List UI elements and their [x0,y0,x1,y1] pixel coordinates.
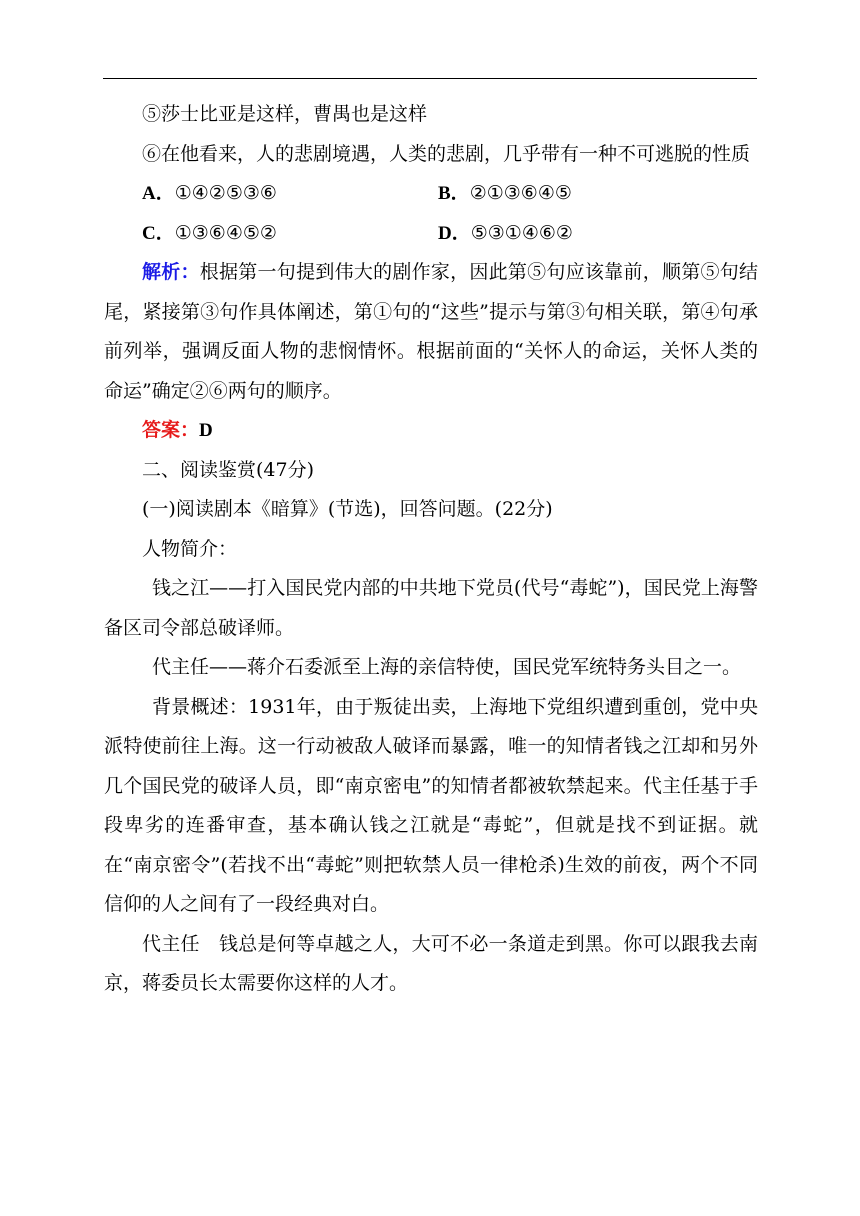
subsection-heading: (一)阅读剧本《暗算》(节选)，回答问题。(22分) [142,498,553,520]
option-a-letter: A． [142,183,175,204]
answer-value: D [199,420,213,441]
option-c-text: ①③⑥④⑤② [174,221,277,244]
option-b [438,174,734,214]
section-heading: 二、阅读鉴赏(47分) [142,458,315,481]
option-b-letter: B． [438,183,470,204]
dialogue-text: 钱总是何等卓越之人，大可不必一条道走到黑。你可以跟我去南京，蒋委员长太需要你这样的人才。 [104,932,758,994]
answer-line [104,411,758,451]
options-row-1 [104,174,758,214]
option-a-text: ①④②⑤③⑥ [174,182,277,204]
option-a [142,174,438,214]
analysis-text: 根据第一句提到伟大的剧作家，因此第⑤句应该靠前，顺第⑤句结尾，紧接第③句作具体阐述，第①句的“这些”提示与第③句相关联，第④句承前列举，强调反面人物的悲悯情怀。根据前面的“关怀人的命运，关怀人类的命运”确定②⑥两句的顺序。 [104,261,758,402]
analysis-label: 解析： [142,261,200,283]
option-b-text: ②①③⑥④⑤ [469,182,572,204]
analysis-paragraph [104,253,758,411]
dialogue-line [104,925,758,1004]
character-qian: 钱之江——打入国民党内部的中共地下党员(代号“毒蛇”)，国民党上海警备区司令部总破译师。 [104,577,758,639]
characters-heading: 人物简介： [142,537,238,560]
option-d-text: ⑤③①④⑥② [470,221,573,244]
options-row-2 [104,214,758,254]
option-c [142,214,438,254]
answer-label: 答案： [142,419,200,441]
background-paragraph: 背景概述：1931年，由于叛徒出卖，上海地下党组织遭到重创，党中央派特使前往上海。这一行动被敌人破译而暴露，唯一的知情者钱之江却和另外几个国民党的破译人员，即“南京密电”的知情者都被软禁起来。代主任基于手段卑劣的连番审查，基本确认钱之江就是“毒蛇”，但就是找不到证据。就在“南京密令”(若找不出“毒蛇”则把软禁人员一律枪杀)生效的前夜，两个不同信仰的人之间有了一段经典对白。 [104,695,758,915]
dialogue-speaker: 代主任 [142,932,200,955]
option-c-letter: C． [142,222,175,244]
sentence-5: ⑤莎士比亚是这样，曹禺也是这样 [142,103,428,125]
header-rule [103,78,757,79]
character-dai: 代主任——蒋介石委派至上海的亲信特使，国民党军统特务头目之一。 [152,656,742,678]
sentence-6: ⑥在他看来，人的悲剧境遇，人类的悲剧，几乎带有一种不可逃脱的性质 [142,142,751,165]
document-page [104,95,758,1004]
option-d-letter: D． [438,222,471,244]
option-d [438,214,734,254]
